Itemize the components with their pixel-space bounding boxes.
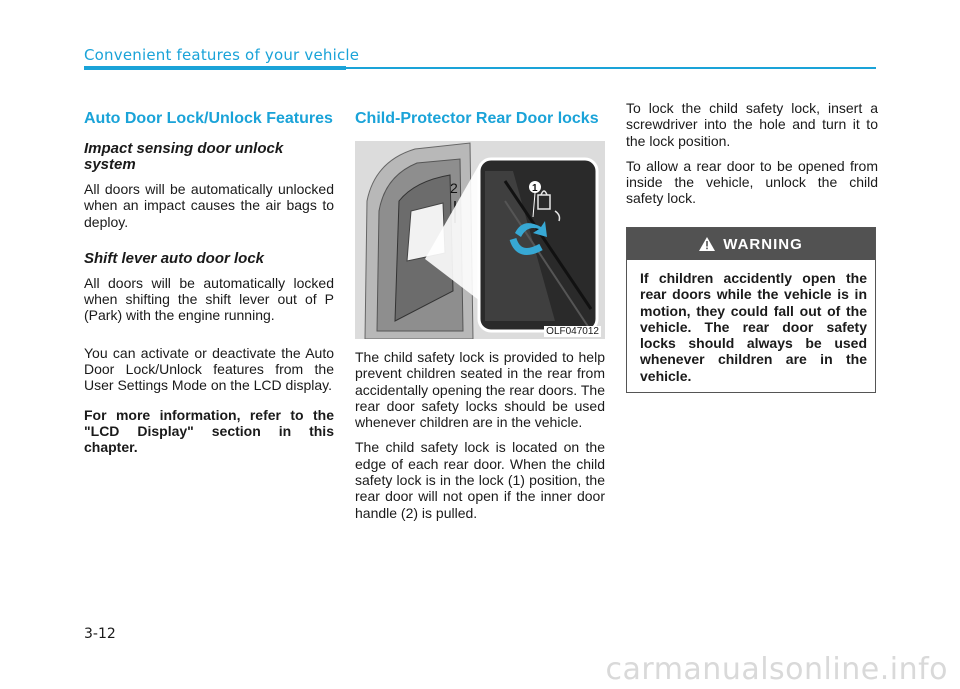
column-auto-door-lock xyxy=(84,111,334,465)
subtitle-impact-sensing: Impact sensing door unlock system xyxy=(84,140,284,173)
figure-code: OLF047012 xyxy=(546,326,599,337)
column-child-protector xyxy=(355,111,605,530)
section-title-auto-door-lock: Auto Door Lock/Unlock Features xyxy=(84,110,333,127)
paragraph-settings: You can activate or deactivate the Auto Door Lock/Unlock features from the User Settings Mode on the LCD display. xyxy=(84,344,334,394)
car-door-drawing xyxy=(355,141,605,339)
warning-text: If children accidently open the rear doors while the vehicle is in motion, they could fall out of the vehicle. The rear door safety locks should always be used whenever children are in the vehicle. xyxy=(640,270,867,384)
warning-label: WARNING xyxy=(723,235,803,253)
paragraph-shift-lever: All doors will be automatically locked when shifting the shift lever out of P (Park) with the engine running. xyxy=(84,274,334,324)
child-lock-illustration xyxy=(355,141,605,339)
section-header: Convenient features of your vehicle xyxy=(84,46,360,64)
column-lock-instructions xyxy=(626,100,878,216)
warning-triangle-icon xyxy=(699,237,715,251)
header-rule xyxy=(346,67,876,69)
callout-1: 1 xyxy=(532,183,538,194)
callout-2: 2 xyxy=(450,180,458,196)
warning-header xyxy=(627,228,875,260)
section-title-child-protector: Child-Protector Rear Door locks xyxy=(355,110,599,127)
paragraph-impact-sensing: All doors will be automatically unlocked when an impact causes the air bags to deploy. xyxy=(84,181,334,230)
paragraph-lock-instruction: To lock the child safety lock, insert a screwdriver into the hole and turn it to the lock position. xyxy=(626,100,878,149)
paragraph-reference: For more information, refer to the "LCD Display" section in this chapter. xyxy=(84,406,334,456)
paragraph-child-lock-location: The child safety lock is located on the edge of each rear door. When the child safety lock is in the lock (1) position, the rear door will not open if the inner door handle (2) is pulled. xyxy=(355,439,605,521)
subtitle-shift-lever: Shift lever auto door lock xyxy=(84,249,265,267)
paragraph-child-lock-purpose: The child safety lock is provided to help prevent children seated in the rear from accidentally opening the rear doors. The rear door safety locks should be used whenever children are in the vehicle. xyxy=(355,349,605,431)
warning-box xyxy=(626,227,876,393)
header-rule-accent xyxy=(84,66,346,70)
paragraph-unlock-instruction: To allow a rear door to be opened from inside the vehicle, unlock the child safety lock. xyxy=(626,157,878,207)
watermark: carmanualsonline.info xyxy=(605,652,948,687)
page-number: 3-12 xyxy=(84,626,116,642)
